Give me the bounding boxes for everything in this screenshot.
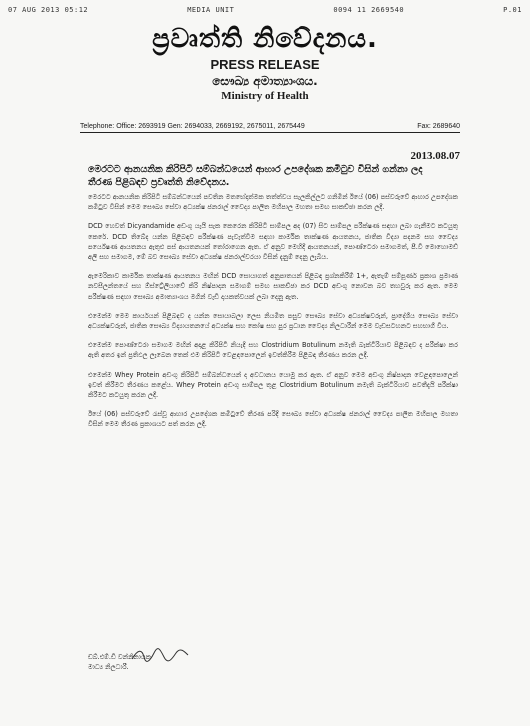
fax-contact: Fax: 2689640 xyxy=(417,123,460,130)
release-heading: මෙරටට ආනයනික කිරිපිටි සම්බන්ධයෙන් ආහාර උපදේශක කමිටුව විසින් ගන්නා ලද තීරණ පිළිබඳව ප්‍රවෘත්ති නිවේදනය. xyxy=(88,164,423,188)
fax-page: P.01 xyxy=(503,6,522,14)
release-date: 2013.08.07 xyxy=(410,150,460,162)
fax-number: 0094 11 2669540 xyxy=(333,6,405,14)
release-body xyxy=(88,192,458,439)
signatory-title: මාධ්‍ය නිලධාරී. xyxy=(88,663,129,671)
paragraph: එමෙන්ම Whey Protein අඩංගු කිරිපිටි සම්බන්ධයෙන් ද අවධානය යොමු කර ඇත. ඒ අනුව මෙම අඩංගු නිෂ්පාදන වෙළඳපොලෙන් ඉවත් කිරීමට තීරණය කළේය. Whey Protein අඩංගු සාම්පල තුළ Clostridium Botulinum නමැති බැක්ටීරියාව පවතීදැයි පරීක්ෂා කිරීමට කටයුතු කරන ලදී. xyxy=(88,370,458,400)
paragraph: එමෙන්ම පොණ්ටෙරා සමාගම මඟින් අදාළ කිරිපිටි නියැදි සහ Clostridium Botulinum නමැති බැක්ටීරියාව පිළිබඳව ද පරීක්ෂා කර ඇති අතර ඉන් ප්‍රතිඵල ලැබෙන තෙක් එම කිරිපිටි වෙළඳපොලෙන් ඉවත්කිරීම පිළිබඳ තීරණය කරන ලදී. xyxy=(88,341,458,360)
signatory-name: ඩබ්.එම්.ඩී වන්නිනායක xyxy=(88,653,152,661)
contact-line xyxy=(80,123,460,133)
ministry-sinhala: සෞඛ්‍ය අමාත්‍යාංශය. xyxy=(212,74,318,88)
paragraph: ඊයේ (06) පස්වරුවේ රැස්වූ ආහාර උපදේශක කමිටුවේ තීරණ පරිදි සෞඛ්‍ය සේවා අධ්‍යක්ෂ ජනරාල් වෛද්‍ය පාලිත මහීපාල මහතා විසින් මෙම තීරණ ප්‍රකාශයට පත් කරන ලදී. xyxy=(88,410,458,429)
paragraph: එමෙන්ම මෙම කාර්යයන් පිළිබඳව ද යන්න සොයාබලා ලෙස නියමිත පසුව සෞඛ්‍ය සේවා අධ්‍යක්ෂවරුන්, ප්‍රාදේශීය සෞඛ්‍ය සේවා අධ්‍යක්ෂවරුන්, ජාතික සෞඛ්‍ය විද්‍යායතනයේ අධ්‍යක්ෂ සහ කෝෂ සහ පුර ප්‍රධාන වෛද්‍ය නිලධාරීන් මෙම වැඩසටහනට සහභාගී විය. xyxy=(88,311,458,331)
paragraph: ඇමෙරිකාව කාර්මික තාක්ෂණ ආයතනය මඟින් DCD සොයාගත් අනුපාතයන් පිළිබඳ ප්‍රශ්නකිරීම් 1+, ඇතැම් සම්පූර්ණ ප්‍රකාශ ප්‍රමාණ නවසීලන්තයේ සහ ඕස්ට්‍රේලියාවේ කිරි නිෂ්පාදන සමාගම් සමඟ සාකච්ඡා කර DCD අඩංගු නොවන බව තහවුරු කර ඇත. මෙම පරීක්ෂණ සඳහා සෞඛ්‍ය අමාත්‍යාංශය මගින් වැඩි දායකත්වයක් ලබා දෙනු ඇත. xyxy=(88,272,458,301)
signature-block xyxy=(88,652,151,672)
ministry-english: Ministry of Health xyxy=(221,90,309,102)
masthead xyxy=(0,24,530,102)
paragraph: මෙරටට ආනයනික කිරිපිටි සම්බන්ධයෙන් පවතින මතභේදාත්මක තත්ත්වය සැලකිල්ලට ගනිමින් ඊයේ (06) පස්වරුවේ ආහාර උපදේශක කමිටුව විසින් මෙම සෞඛ්‍ය සේවා අධ්‍යක්ෂ ජනරාල් වෛද්‍ය පාලිත මහීපාල මහතා සමඟ සාකච්ඡා කරන ලදී. xyxy=(88,193,458,212)
press-release-label: PRESS RELEASE xyxy=(210,57,320,72)
fax-timestamp: 07 AUG 2013 05:12 xyxy=(8,6,89,14)
fax-sender: MEDIA UNIT xyxy=(187,6,235,14)
paragraph: DCD හෙවත් Dicyandamide අඩංගු යැයි සැක කෙරෙන කිරිපිටි සාම්පල අද (07) සිට සාම්පල පරීක්ෂණ සඳහා ලබා ගැනීමට කටයුතු කෙරේ. DCD තිබේද යන්න පිළිබඳව පරීක්ෂණ පැවැත්වීම සඳහා කාර්මික තාක්ෂණ ආයතනය, ජාතික විද්‍යා පදනම සහ වෛද්‍ය පර්යේෂණ ආයතනය ඇතුළු පස් ආයතනයක් තෝරාගෙන ඇත. ඒ අනුව මෙහිදී ආයතනයන්, පොණ්ටෙරා සමාගමත්, පී.වී මොහොමඩ් අලි සහ සමාගම, මේ බව සෞඛ්‍ය සේවා අධ්‍යක්ෂ ජනරාල්වරයා විසින් දැනුම් දෙනු ලැබීය. xyxy=(88,222,458,262)
fax-header xyxy=(8,6,522,14)
title-sinhala: ප්‍රවෘත්ති නිවේදනය. xyxy=(152,24,378,54)
telephone-numbers: Telephone: Office: 2693919 Gen: 2694033, 2669192, 2675011, 2675449 xyxy=(80,123,305,130)
